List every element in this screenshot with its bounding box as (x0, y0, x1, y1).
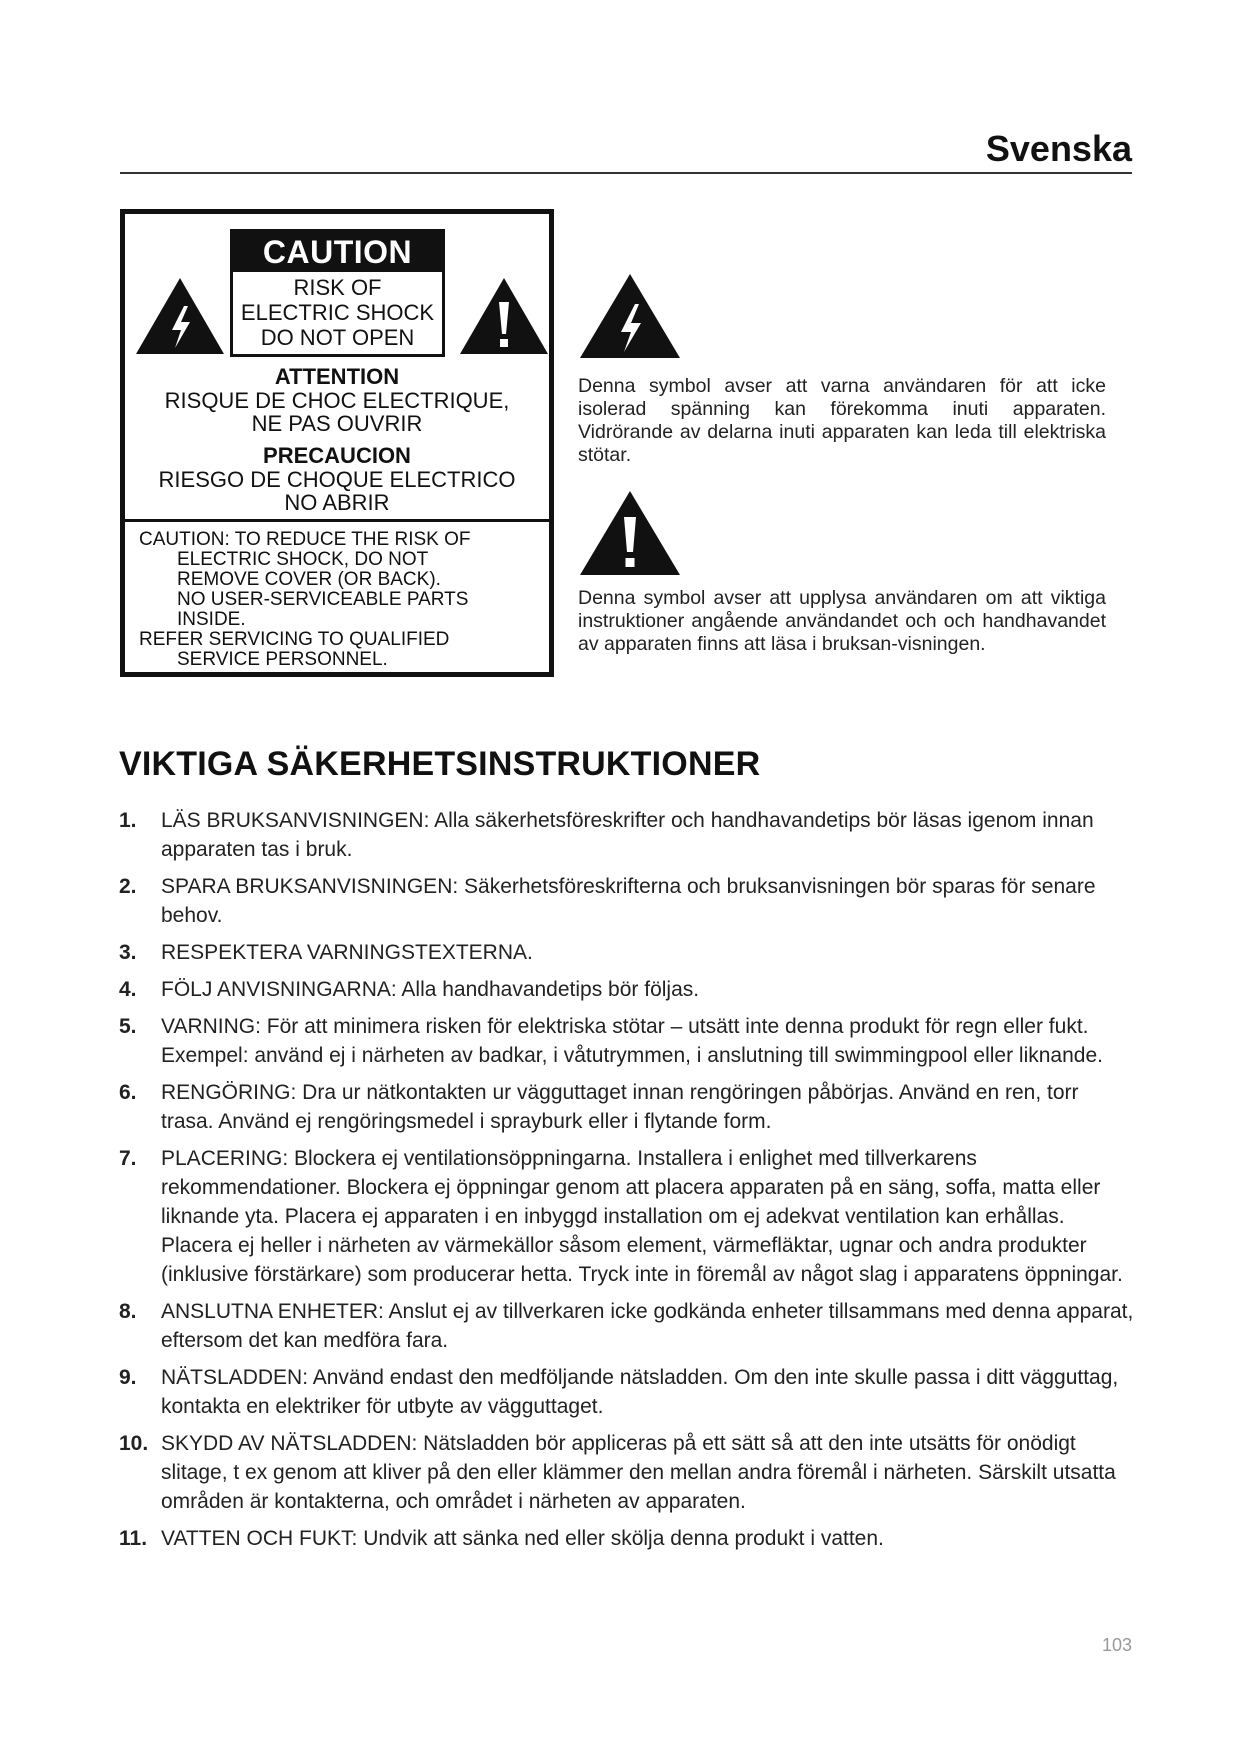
item-number: 11. (119, 1527, 148, 1550)
language-header: Svenska (985, 128, 1132, 169)
lightning-symbol-icon (578, 272, 682, 360)
attention-block (125, 364, 549, 435)
item-number: 8. (119, 1300, 137, 1323)
item-number: 1. (119, 809, 137, 832)
caution-line: DO NOT OPEN (260, 325, 415, 350)
list-item (119, 1078, 1134, 1136)
item-text: ANSLUTNA ENHETER: Anslut ej av tillverkaren icke godkända enheter tillsammans med denna apparat, eftersom det kan medföra fara. (161, 1300, 1134, 1352)
warning-line: ELECTRIC SHOCK, DO NOT (177, 549, 429, 570)
section-title: VIKTIGA SÄKERHETSINSTRUKTIONER (119, 745, 761, 783)
list-item (119, 1363, 1134, 1421)
precaucion-heading: PRECAUCION (263, 443, 411, 468)
item-text: SPARA BRUKSANVISNINGEN: Säkerhetsföreskrifterna och bruksanvisningen bör sparas för senare behov. (161, 875, 1096, 927)
warning-line: SERVICE PERSONNEL. (177, 649, 388, 670)
attention-line: RISQUE DE CHOC ELECTRIQUE, (164, 388, 510, 413)
lightning-symbol-description: Denna symbol avser att varna användaren för att icke isolerad spänning kan förekomma inuti apparaten. Vidrörande av delarna inuti apparaten kan leda till elektriska stötar. (578, 375, 1106, 466)
caution-divider (125, 519, 549, 522)
list-item (119, 1429, 1134, 1516)
list-item (119, 872, 1134, 930)
item-text: VATTEN OCH FUKT: Undvik att sänka ned eller skölja denna produkt i vatten. (161, 1527, 884, 1550)
item-number: 6. (119, 1081, 137, 1104)
warning-line: REMOVE COVER (OR BACK). (177, 569, 441, 590)
item-text: RESPEKTERA VARNINGSTEXTERNA. (161, 941, 533, 964)
warning-line: CAUTION: TO REDUCE THE RISK OF (139, 529, 471, 550)
item-number: 7. (119, 1147, 137, 1170)
item-text: LÄS BRUKSANVISNINGEN: Alla säkerhetsföreskrifter och handhavandetips bör läsas igenom innan apparaten tas i bruk. (161, 809, 1094, 861)
precaucion-block (125, 443, 549, 514)
warning-line: NO USER-SERVICEABLE PARTS (177, 589, 469, 610)
item-text: SKYDD AV NÄTSLADDEN: Nätsladden bör appliceras på ett sätt så att den inte utsätts för onödigt slitage, t ex genom att kliver på den eller klämmer den mellan andra föremål i närheten. Särskilt utsatta områden är kontakterna, och området i närheten av apparaten. (161, 1432, 1116, 1513)
item-number: 5. (119, 1015, 137, 1038)
list-item (119, 1524, 1134, 1553)
list-item (119, 938, 1134, 967)
item-text: FÖLJ ANVISNINGARNA: Alla handhavandetips bör följas. (161, 978, 700, 1001)
caution-label (230, 229, 445, 357)
warning-line: REFER SERVICING TO QUALIFIED (139, 629, 450, 650)
caution-label-box (120, 209, 554, 677)
warning-line: INSIDE. (177, 609, 246, 630)
caution-line: ELECTRIC SHOCK (240, 300, 435, 325)
caution-label-top (125, 214, 549, 519)
header-divider (120, 172, 1132, 174)
item-number: 2. (119, 875, 137, 898)
item-number: 9. (119, 1366, 137, 1389)
item-text: PLACERING: Blockera ej ventilationsöppningarna. Installera i enlighet med tillverkarens rekommendationer. Blockera ej öppningar genom att placera apparaten på en säng, soffa, matta eller liknande yta. Placera ej apparaten i en inbyggd installation om ej adekvat ventilation kan erhållas. Placera ej heller i närheten av värmekällor såsom element, värmefläktar, ugnar och andra produkter (inklusive förstärkare) som producerar hetta. Tryck inte in föremål av något slag i apparatens öppningar. (161, 1147, 1123, 1286)
item-text: RENGÖRING: Dra ur nätkontakten ur vägguttaget innan rengöringen påbörjas. Använd en ren, torr trasa. Använd ej rengöringsmedel i sprayburk eller i flytande form. (161, 1081, 1079, 1133)
caution-title: CAUTION (233, 232, 442, 272)
attention-line: NE PAS OUVRIR (251, 411, 423, 436)
item-text: VARNING: För att minimera risken för elektriska stötar – utsätt inte denna produkt för regn eller fukt. Exempel: använd ej i närheten av badkar, i våtutrymmen, i anslutning till swimmingpool eller liknande. (161, 1015, 1103, 1067)
precaucion-line: NO ABRIR (284, 490, 390, 515)
item-number: 3. (119, 941, 137, 964)
exclamation-symbol-icon (578, 489, 682, 577)
list-item (119, 806, 1134, 864)
exclamation-symbol-description: Denna symbol avser att upplysa användaren om att viktiga instruktioner angående användandet och och handhavandet av apparaten finns att läsa i bruksan-visningen. (578, 587, 1106, 655)
caution-line: RISK OF (293, 275, 382, 300)
exclamation-warning-icon (458, 276, 550, 356)
safety-instructions-list (119, 806, 1134, 1561)
attention-heading: ATTENTION (274, 364, 400, 389)
list-item (119, 1012, 1134, 1070)
caution-warning-text (139, 530, 539, 670)
caution-sub-lines (233, 272, 442, 354)
list-item (119, 975, 1134, 1004)
page-number: 103 (1101, 1635, 1132, 1655)
precaucion-line: RIESGO DE CHOQUE ELECTRICO (158, 467, 516, 492)
item-number: 10. (119, 1432, 149, 1455)
list-item (119, 1297, 1134, 1355)
item-number: 4. (119, 978, 137, 1001)
item-text: NÄTSLADDEN: Använd endast den medföljande nätsladden. Om den inte skulle passa i ditt vägguttag, kontakta en elektriker för utbyte av vägguttaget. (161, 1366, 1119, 1418)
lightning-warning-icon (134, 276, 226, 356)
list-item (119, 1144, 1134, 1289)
